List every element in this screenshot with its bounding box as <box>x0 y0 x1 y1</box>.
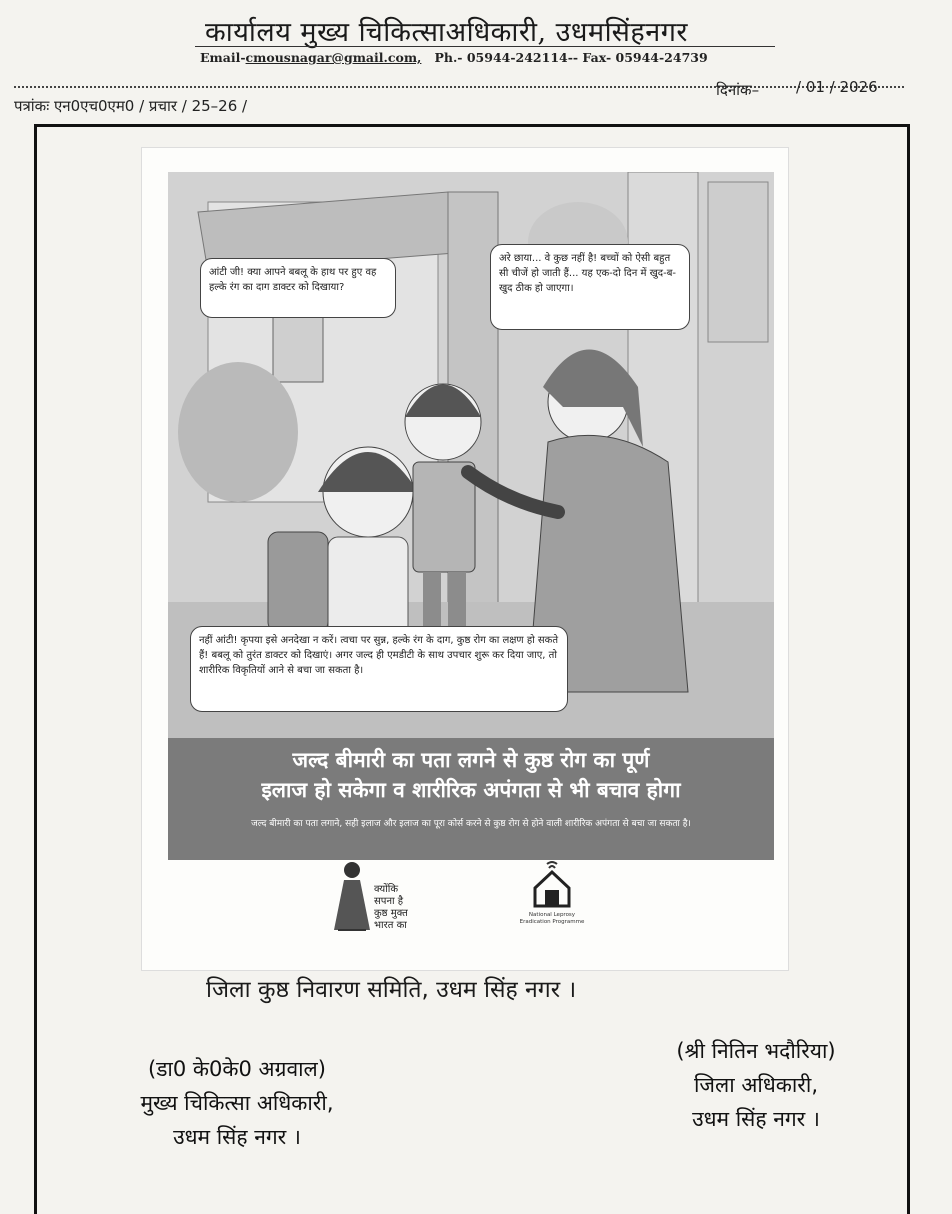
nlep-logo <box>500 860 604 936</box>
nlep-caption: National Leprosy Eradication Programme <box>519 912 585 925</box>
email-prefix: Email- <box>200 50 246 65</box>
speech-bubble-girl: आंटी जी! क्या आपने बबलू के हाथ पर हुए वह हल्के रंग का दाग डाक्टर को दिखाया? <box>200 258 396 318</box>
signatory-place: उधम सिंह नगर । <box>692 1107 820 1131</box>
email-address[interactable]: cmousnagar@gmail.com, <box>245 50 422 65</box>
speech-bubble-girl-advice: नहीं आंटी! कृपया इसे अनदेखा न करें। त्वचा पर सुन्न, हल्के रंग के दाग, कुष्ठ रोग का लक्षण हो सकते हैं! बबलू को तुरंत डाक्टर को दिखाएं। अगर जल्द ही एमडीटी के साथ उपचार शुरू कर दिया जाए, तो शारीरिक विकृतियों आने से बचा जा सकता है। <box>190 626 568 712</box>
date-label: दिनांक– <box>716 81 760 99</box>
banner-headline-1: जल्द बीमारी का पता लगने से कुष्ठ रोग का पूर्ण <box>292 748 650 772</box>
campaign-slogan: क्योंकि सपना है कुष्ठ मुक्त भारत का <box>374 884 408 931</box>
signatory-name: (डा0 के0के0 अग्रवाल) <box>148 1057 326 1081</box>
dotted-divider <box>14 86 904 88</box>
signatory-designation: मुख्य चिकित्सा अधिकारी, <box>140 1091 334 1115</box>
title-underline <box>195 46 775 47</box>
reference-number: पत्रांकः एन0एच0एम0 / प्रचार / 25–26 / <box>14 97 248 115</box>
house-icon <box>527 860 577 910</box>
signatory-cmo <box>72 1052 402 1154</box>
date-value: / 01 / 2026 <box>796 78 878 96</box>
poster-banner <box>168 738 774 860</box>
speech-bubble-mother: अरे छाया... वे कुछ नहीं है! बच्चों को ऐसी बहुत सी चीजें हो जाती हैं... यह एक-दो दिन में खुद-ब-खुद ठीक हो जाएगा। <box>490 244 690 330</box>
signatory-dm <box>596 1034 916 1136</box>
girl-figure-icon <box>332 858 372 938</box>
signatory-designation: जिला अधिकारी, <box>693 1073 819 1097</box>
banner-headline-2: इलाज हो सकेगा व शारीरिक अपंगता से भी बचाव होगा <box>261 778 681 802</box>
signatory-place: उधम सिंह नगर । <box>173 1125 301 1149</box>
office-title: कार्यालय मुख्य चिकित्साअधिकारी, उधमसिंहनगर <box>205 17 688 48</box>
banner-subtext: जल्द बीमारी का पता लगाने, सही इलाज और इलाज का पूरा कोर्स करने से कुष्ठ रोग से होने वाली शारीरिक अपंगता से बचा जा सकता है। <box>251 819 691 829</box>
contact-line <box>200 50 760 65</box>
phone-fax: Ph.- 05944-242114-- Fax- 05944-24739 <box>434 50 708 65</box>
signatory-name: (श्री नितिन भदौरिया) <box>676 1039 836 1063</box>
district-committee-name: जिला कुष्ठ निवारण समिति, उधम सिंह नगर । <box>206 977 577 1003</box>
